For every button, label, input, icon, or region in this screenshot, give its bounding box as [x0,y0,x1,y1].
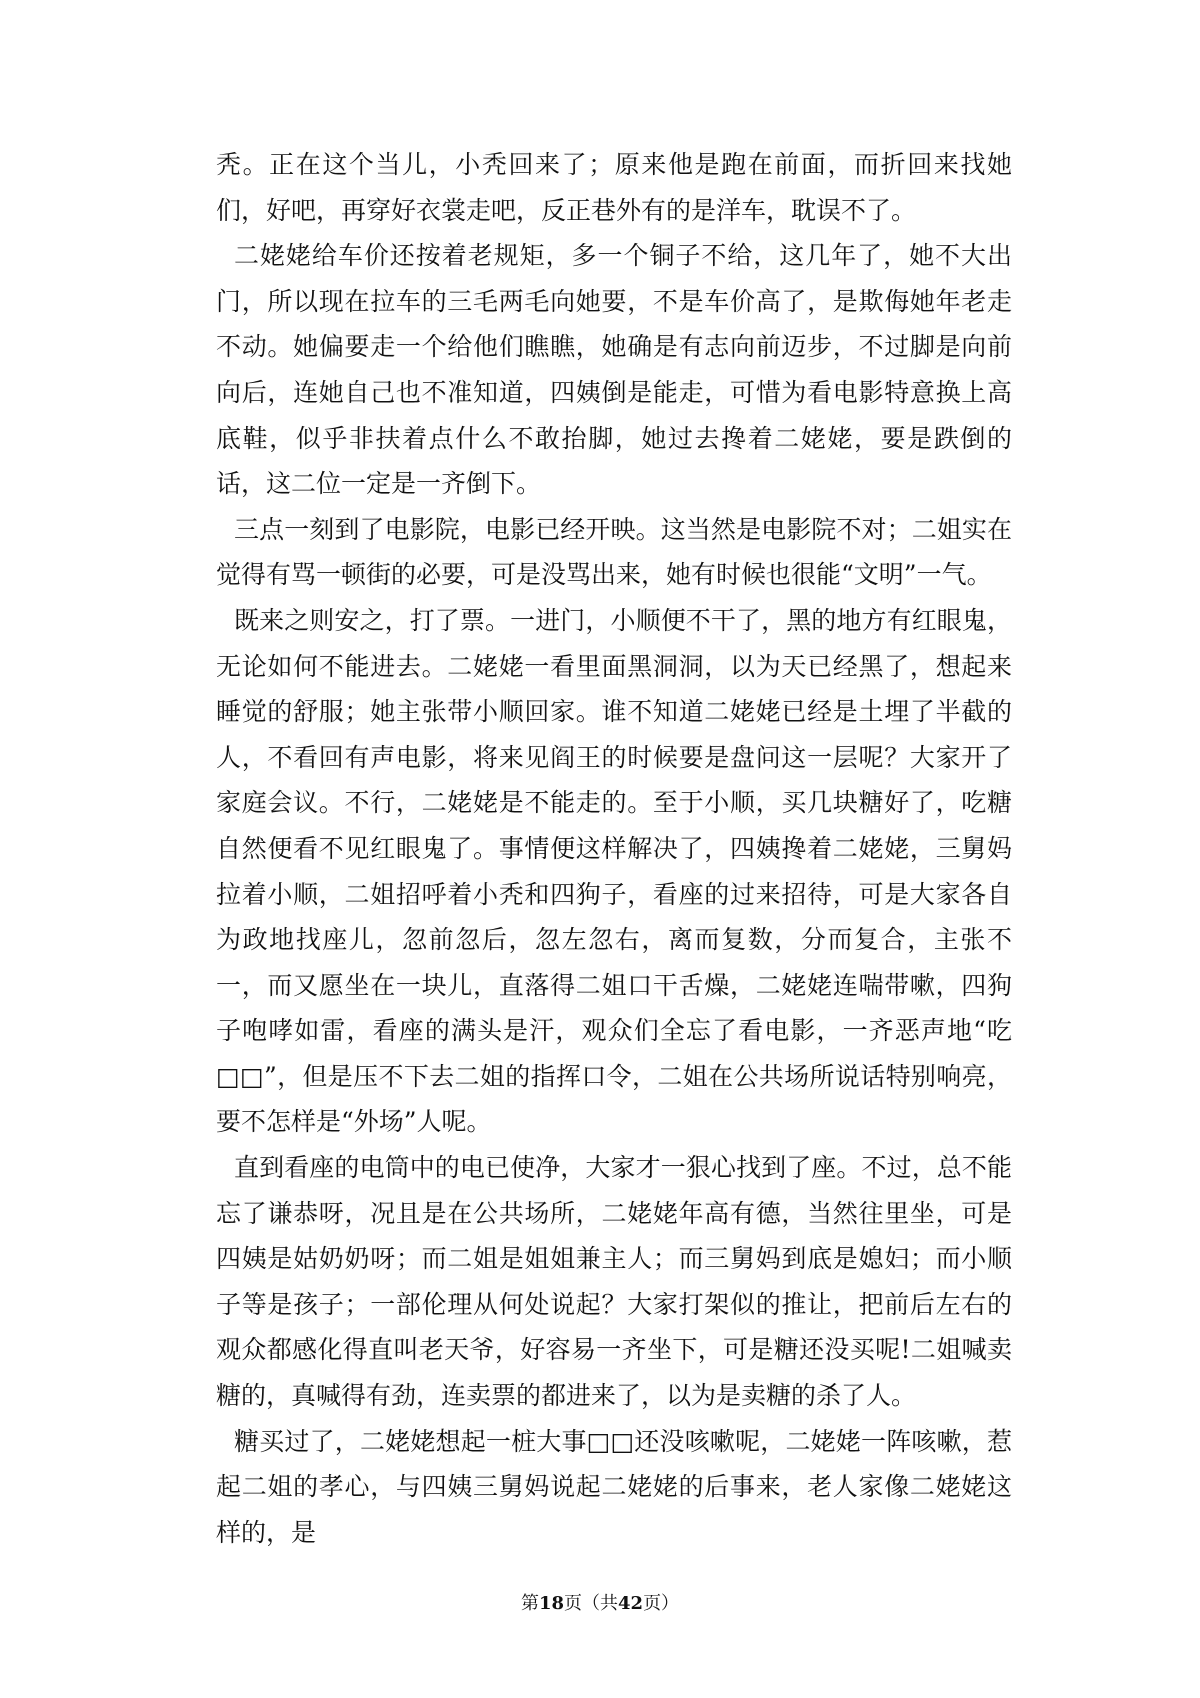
page-number: 18 [538,1593,564,1614]
paragraph: 秃。正在这个当儿，小秃回来了；原来他是跑在前面，而折回来找她们，好吧，再穿好衣裳走吧，反正巷外有的是洋车，耽误不了。 [216,150,1012,225]
page-footer [0,1593,1200,1615]
total-pages: 42 [618,1593,644,1614]
paragraph: 既来之则安之，打了票。一进门，小顺便不干了，黑的地方有红眼鬼，无论如何不能进去。二姥姥一看里面黑洞洞，以为天已经黑了，想起来睡觉的舒服；她主张带小顺回家。谁不知道二姥姥已经是土埋了半截的人，不看回有声电影，将来见阎王的时候要是盘问这一层呢？大家开了家庭会议。不行，二姥姥是不能走的。至于小顺，买几块糖好了，吃糖自然便看不见红眼鬼了。事情便这样解决了，四姨搀着二姥姥，三舅妈拉着小顺，二姐招呼着小秃和四狗子，看座的过来招待，可是大家各自为政地找座儿，忽前忽后，忽左忽右，离而复数，分而复合，主张不一，而又愿坐在一块儿，直落得二姐口干舌燥，二姥姥连喘带嗽，四狗子咆哮如雷，看座的满头是汗，观众们全忘了看电影，一齐恶声地“吃□□”，但是压不下去二姐的指挥口令，二姐在公共场所说话特别响亮，要不怎样是“外场”人呢。 [216,605,1012,1137]
footer-suffix: 页） [643,1593,680,1614]
body-text [216,142,1012,1555]
footer-prefix: 第 [520,1593,539,1614]
paragraph: 直到看座的电筒中的电已使净，大家才一狠心找到了座。不过，总不能忘了谦恭呀，况且是在公共场所，二姥姥年高有德，当然往里坐，可是四姨是姑奶奶呀；而二姐是姐姐兼主人；而三舅妈到底是媳妇；而小顺子等是孩子；一部伦理从何处说起？大家打架似的推让，把前后左右的观众都感化得直叫老天爷，好容易一齐坐下，可是糖还没买呢!二姐喊卖糖的，真喊得有劲，连卖票的都进来了，以为是卖糖的杀了人。 [216,1153,1012,1411]
paragraph: 二姥姥给车价还按着老规矩，多一个铜子不给，这几年了，她不大出门，所以现在拉车的三毛两毛向她要，不是车价高了，是欺侮她年老走不动。她偏要走一个给他们瞧瞧，她确是有志向前迈步，不过脚是向前向后，连她自己也不准知道，四姨倒是能走，可惜为看电影特意换上高底鞋，似乎非扶着点什么不敢抬脚，她过去搀着二姥姥，要是跌倒的话，这二位一定是一齐倒下。 [216,241,1012,499]
paragraph: 糖买过了，二姥姥想起一桩大事□□还没咳嗽呢，二姥姥一阵咳嗽，惹起二姐的孝心，与四姨三舅妈说起二姥姥的后事来，老人家像二姥姥这样的，是 [216,1426,1012,1547]
paragraph: 三点一刻到了电影院，电影已经开映。这当然是电影院不对；二姐实在觉得有骂一顿街的必要，可是没骂出来，她有时候也很能“文明”一气。 [216,514,1012,590]
footer-middle: 页（共 [564,1593,618,1614]
